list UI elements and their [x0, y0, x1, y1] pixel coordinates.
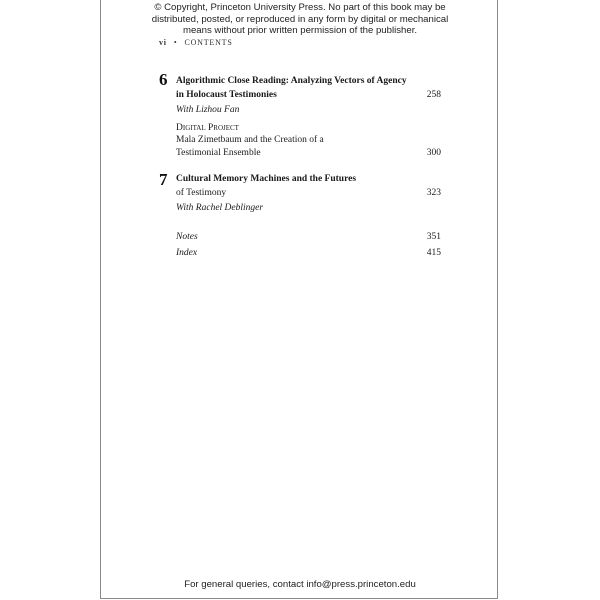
page-number: vi: [159, 38, 167, 47]
chapter-title: of Testimony: [176, 188, 227, 198]
chapter-title: in Holocaust Testimonies: [176, 90, 277, 100]
separator: •: [173, 38, 178, 47]
chapter-number: 6: [159, 70, 168, 89]
section-title: Testimonial Ensemble: [176, 148, 261, 158]
toc-page-number: 323: [426, 188, 441, 198]
chapter-number: 7: [159, 170, 168, 189]
copyright-line: © Copyright, Princeton University Press. No part of this book may be: [154, 2, 446, 13]
copyright-notice: [101, 2, 499, 37]
toc-notes: Notes: [176, 232, 198, 242]
footer-contact: For general queries, contact info@press.princeton.edu: [184, 579, 416, 590]
toc-page-number: 258: [426, 90, 441, 100]
section-title: Mala Zimetbaum and the Creation of a: [176, 135, 324, 145]
chapter-author: With Rachel Deblinger: [176, 203, 264, 213]
toc-page-number: 351: [426, 232, 441, 242]
running-head-title: CONTENTS: [184, 38, 233, 47]
chapter-author: With Lizhou Fan: [176, 105, 240, 115]
book-page: [100, 0, 498, 599]
section-label: Digital Project: [176, 123, 239, 133]
toc-page-number: 300: [426, 148, 441, 158]
copyright-line: means without prior written permission of the publisher.: [182, 25, 418, 36]
chapter-title: Cultural Memory Machines and the Futures: [176, 174, 357, 184]
chapter-title: Algorithmic Close Reading: Analyzing Vectors of Agency: [176, 76, 407, 86]
toc-index: Index: [176, 248, 198, 258]
copyright-line: distributed, posted, or reproduced in any form by digital or mechanical: [151, 13, 449, 25]
running-head: [159, 38, 233, 47]
toc-page-number: 415: [426, 248, 441, 258]
